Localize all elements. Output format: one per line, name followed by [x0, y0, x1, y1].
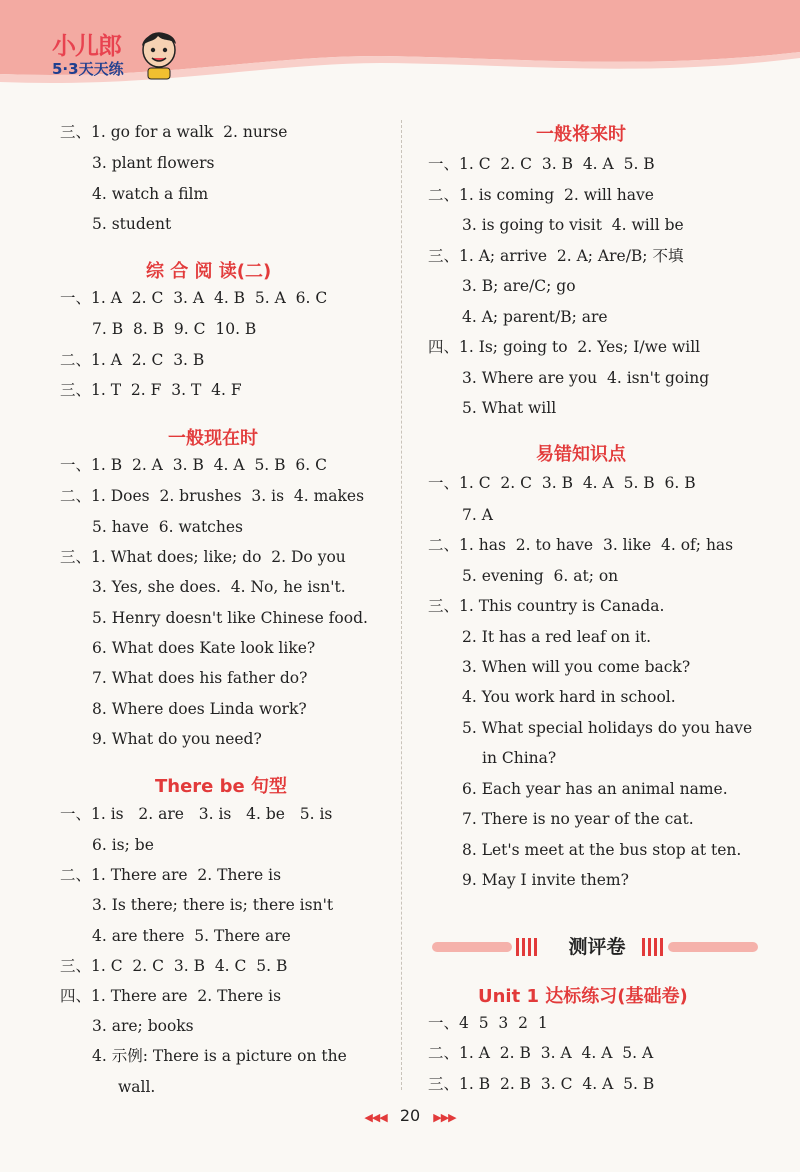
answer-line: 一、1. A 2. C 3. A 4. B 5. A 6. C — [60, 289, 328, 307]
prev-arrows-icon: ◀◀◀ — [364, 1111, 387, 1124]
page-header — [0, 0, 800, 110]
column-divider — [401, 120, 402, 1090]
answer-line: 四、1. Is; going to 2. Yes; I/we will — [428, 338, 701, 356]
answer-line: 6. What does Kate look like? — [92, 639, 316, 657]
section-heading: 一般将来时 — [536, 124, 626, 145]
answer-line: 3. Is there; there is; there isn't — [92, 896, 334, 914]
answer-line: 三、1. What does; like; do 2. Do you — [60, 548, 346, 566]
answer-line: 二、1. There are 2. There is — [60, 866, 282, 884]
answer-line: 三、1. T 2. F 3. T 4. F — [60, 381, 242, 399]
mascot-icon — [136, 26, 182, 80]
answer-line: 8. Let's meet at the bus stop at ten. — [462, 841, 742, 859]
answer-line: 5. have 6. watches — [92, 518, 243, 536]
answer-line: 一、1. is 2. are 3. is 4. be 5. is — [60, 805, 333, 823]
answer-line: wall. — [118, 1078, 156, 1096]
answer-line: 三、1. This country is Canada. — [428, 597, 665, 615]
answer-line: 3. When will you come back? — [462, 658, 691, 676]
page-footer — [350, 1106, 470, 1125]
answer-line: 7. A — [462, 506, 493, 524]
answer-line: 4. watch a film — [92, 185, 209, 203]
test-section-banner — [432, 932, 762, 962]
answer-line: 二、1. is coming 2. will have — [428, 186, 654, 204]
answer-line: 5. evening 6. at; on — [462, 567, 619, 585]
answer-line: 4. You work hard in school. — [462, 688, 676, 706]
answer-line: 2. It has a red leaf on it. — [462, 628, 652, 646]
answer-line: 一、1. B 2. A 3. B 4. A 5. B 6. C — [60, 456, 327, 474]
answer-line: 3. are; books — [92, 1017, 194, 1035]
answer-line: 一、1. C 2. C 3. B 4. A 5. B — [428, 155, 655, 173]
answer-line: 9. What do you need? — [92, 730, 262, 748]
answer-line: 4. A; parent/B; are — [462, 308, 608, 326]
answer-line: 7. What does his father do? — [92, 669, 308, 687]
answer-line: 4. are there 5. There are — [92, 927, 291, 945]
answer-line: 5. student — [92, 215, 172, 233]
answer-line: 3. Where are you 4. isn't going — [462, 369, 710, 387]
brand-title: 小儿郎 — [52, 32, 121, 60]
test-section-title: 测评卷 — [556, 932, 638, 962]
answer-line: 3. is going to visit 4. will be — [462, 216, 684, 234]
answer-line: 三、1. go for a walk 2. nurse — [60, 123, 288, 141]
answer-line: 4. 示例: There is a picture on the — [92, 1047, 347, 1065]
answer-line: 二、1. A 2. B 3. A 4. A 5. A — [428, 1044, 654, 1062]
answer-line: 3. plant flowers — [92, 154, 215, 172]
answer-line: 三、1. B 2. B 3. C 4. A 5. B — [428, 1075, 655, 1093]
answer-line: 一、1. C 2. C 3. B 4. A 5. B 6. B — [428, 474, 696, 492]
section-heading: 综 合 阅 读(二) — [146, 261, 272, 282]
answer-line: in China? — [482, 749, 557, 767]
answer-line: 二、1. Does 2. brushes 3. is 4. makes — [60, 487, 365, 505]
section-heading: 易错知识点 — [536, 444, 626, 465]
answer-line: 7. There is no year of the cat. — [462, 810, 694, 828]
answer-line: 5. What special holidays do you have — [462, 719, 753, 737]
section-heading: There be 句型 — [155, 776, 288, 797]
answer-line: 3. B; are/C; go — [462, 277, 576, 295]
answer-line: 6. Each year has an animal name. — [462, 780, 728, 798]
answer-line: 二、1. has 2. to have 3. like 4. of; has — [428, 536, 734, 554]
answer-line: 四、1. There are 2. There is — [60, 987, 282, 1005]
page-number: 20 — [399, 1106, 421, 1125]
brand-subtitle: 5·3天天练 — [52, 60, 124, 78]
answer-line: 三、1. A; arrive 2. A; Are/B; 不填 — [428, 247, 684, 265]
answer-line: 7. B 8. B 9. C 10. B — [92, 320, 257, 338]
section-heading: Unit 1 达标练习(基础卷) — [478, 986, 688, 1007]
brand-logo — [44, 24, 184, 86]
answer-line: 一、4 5 3 2 1 — [428, 1014, 548, 1032]
answer-line: 8. Where does Linda work? — [92, 700, 307, 718]
answer-line: 5. Henry doesn't like Chinese food. — [92, 609, 368, 627]
answer-line: 3. Yes, she does. 4. No, he isn't. — [92, 578, 346, 596]
answer-line: 5. What will — [462, 399, 557, 417]
answer-line: 9. May I invite them? — [462, 871, 629, 889]
next-arrows-icon: ▶▶▶ — [433, 1111, 456, 1124]
answer-line: 三、1. C 2. C 3. B 4. C 5. B — [60, 957, 288, 975]
section-heading: 一般现在时 — [168, 428, 258, 449]
answer-line: 二、1. A 2. C 3. B — [60, 351, 205, 369]
answer-line: 6. is; be — [92, 836, 154, 854]
